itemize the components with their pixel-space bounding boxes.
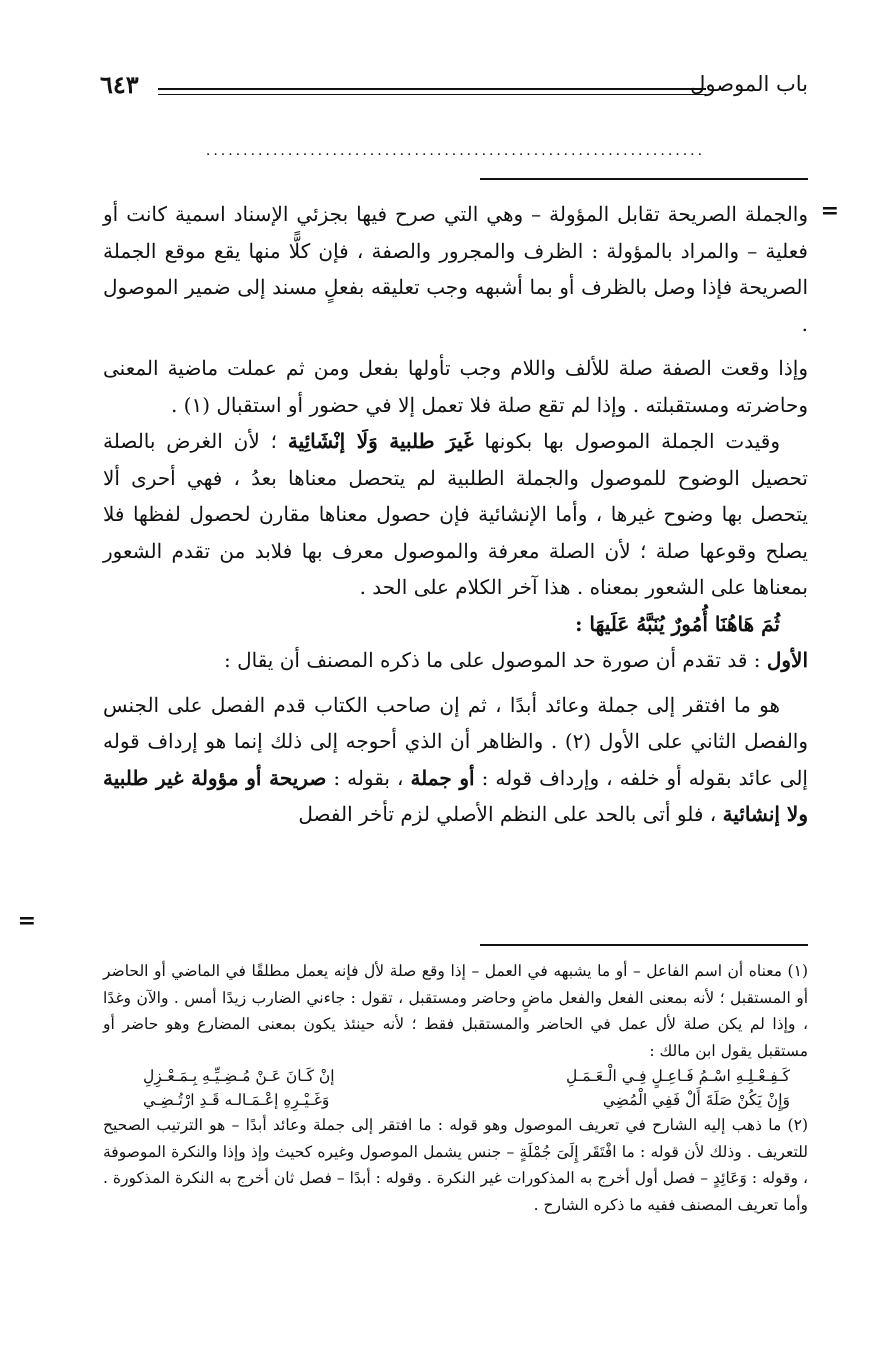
dotted-separator: ................................................................... [205, 143, 706, 159]
poem-2-right: وَإِنْ يَكُنْ صَلَةَ أَلْ فَفِي الْمُضِي [602, 1091, 790, 1109]
paragraph-3 [103, 423, 808, 606]
header-rule-thin [158, 94, 706, 95]
first-point-label: الأول [766, 648, 808, 672]
paragraph-2 [103, 350, 808, 423]
poem-line-1 [103, 1064, 808, 1088]
paragraph-3-text-b: ؛ لأن الغرض بالصلة تحصيل الوضوح للموصول والجملة الطلبية لم يتحصل معناها بعدُ ، فهي أحرى ألا يتحصل بها وضوح غيرها ، وأما الإنشائية فإن حصول معناها مقارن لحصول لفظها فلا يصلح وقوعها صلة ؛ لأن الصلة معرفة والموصول معرف بها فلابد من تقدم الشعور بمعناها على الشعور بمعناه . هذا آخر الكلام على الحد . [103, 429, 808, 599]
paragraph-6 [103, 687, 808, 833]
heading-issues: ثُمَ هَاهُنَا أُمُورٌ يُنَبَّهُ عَلَيهَا : [575, 611, 780, 636]
paragraph-2-text: وإذا وقعت الصفة صلة للألف واللام وجب تأولها بفعل ومن ثم عملت ماضية المعنى وحاضرته ومستقبلته . وإذا لم تقع صلة فلا تعمل إلا في حضور أو استقبال (١) . [103, 356, 808, 417]
continuation-mark-top: = [820, 198, 839, 224]
footnotes [103, 958, 808, 1218]
poem-2-left: وَغَـيْـرِهِ إعْـمَـالـه قَـدِ ارْتُـضِـي [143, 1091, 330, 1109]
footnote-1: (١) معناه أن اسم الفاعل – أو ما يشبهه في العمل – إذا وقع صلة لأل فإنه يعمل مطلقًا في الماضي أو الحاضر أو المستقبل ؛ لأنه بمعنى الفعل والفعل ماضٍ وحاضر ومستقبل ، تقول : جاءني الضارب زيدًا أمس . والآن وغدًا ، وإذا لم يكن صلة لأل عمل في الحاضر والمستقبل فقط ؛ لأنه حينئذ يكون بمعنى المضارع وهو حاضر أو مستقبل يقول ابن مالك : [103, 962, 808, 1060]
poem-line-2 [103, 1088, 808, 1112]
main-text [103, 196, 808, 833]
paragraph-1-text: والجملة الصريحة تقابل المؤولة – وهي التي صرح فيها بجزئي الإسناد اسمية كانت أو فعلية – والمراد بالمؤولة : الظرف والمجرور والصفة ، فإن كلًّا منها يقع موقع الجملة الصريحة فإذا وصل بالظرف أو بما أشبهه وجب تعليقه بفعلٍ مسند إلى ضمير الموصول . [103, 202, 808, 336]
chapter-title: باب الموصول [690, 72, 808, 96]
paragraph-6-bold-2: صريحة أو مؤولة غير طلبية ولا إنشائية [103, 765, 808, 826]
poem-1-right: كَـفِـعْـلِـهِ اسْـمُ فَـاعِـلٍ فِـي الْـعَـمَـلِ [565, 1067, 790, 1085]
footnote-rule [480, 944, 808, 946]
footnote-2: (٢) ما ذهب إليه الشارح في تعريف الموصول وهو قوله : ما افتقر إلى جملة وعائد أبدًا – هو الترتيب الصحيح للتعريف . وذلك لأن قوله : ما افْتَقَر إِلَىَ جُمْلَةٍ – جنس يشمل الموصول وغيره كحيث وإذ وإذا والنكرة الموصوفة ، وقوله : وَعَائِدٍ – فصل أول أخرج به المذكورات غير النكرة . وقوله : أبدًا – فصل ثان أخرج به النكرة المذكورة . وأما تعريف المصنف ففيه ما ذكره الشارح . [103, 1116, 808, 1214]
continuation-rule [480, 178, 808, 180]
poem-1-left: إنْ كَـانَ عَـنْ مُـضِـيِّـهِ بِـمَـعْـزِلِ [143, 1067, 335, 1085]
header-rule [158, 88, 706, 90]
paragraph-5 [103, 642, 808, 679]
paragraph-3-text-a: وقيدت الجملة الموصول بها بكونها [473, 429, 780, 453]
paragraph-6-text-a: هو ما افتقر إلى جملة وعائد أبدًا ، ثم إن صاحب الكتاب قدم الفصل على الجنس والفصل الثاني على الأول (٢) . والظاهر أن الذي أحوجه إلى ذلك إنما هو إرداف قوله إلى عائد بقوله أو خلفه ، وإرداف قوله : [103, 692, 808, 790]
paragraph-1 [103, 196, 808, 342]
page-number: ٦٤٣ [100, 70, 139, 99]
page-header [100, 68, 808, 108]
paragraph-3-bold: غَيرَ طلبية وَلَا إنْشَائِية [287, 429, 474, 453]
paragraph-6-bold-1: أو جملة [410, 765, 475, 790]
continuation-mark-bottom: = [17, 908, 36, 934]
paragraph-6-text-c: ، فلو أتى بالحد على النظم الأصلي لزم تأخر الفصل [298, 802, 723, 826]
paragraph-5-text: : قد تقدم أن صورة حد الموصول على ما ذكره المصنف أن يقال : [223, 648, 767, 672]
paragraph-6-text-b: ، بقوله : [326, 765, 411, 790]
paragraph-4-heading [103, 606, 808, 643]
